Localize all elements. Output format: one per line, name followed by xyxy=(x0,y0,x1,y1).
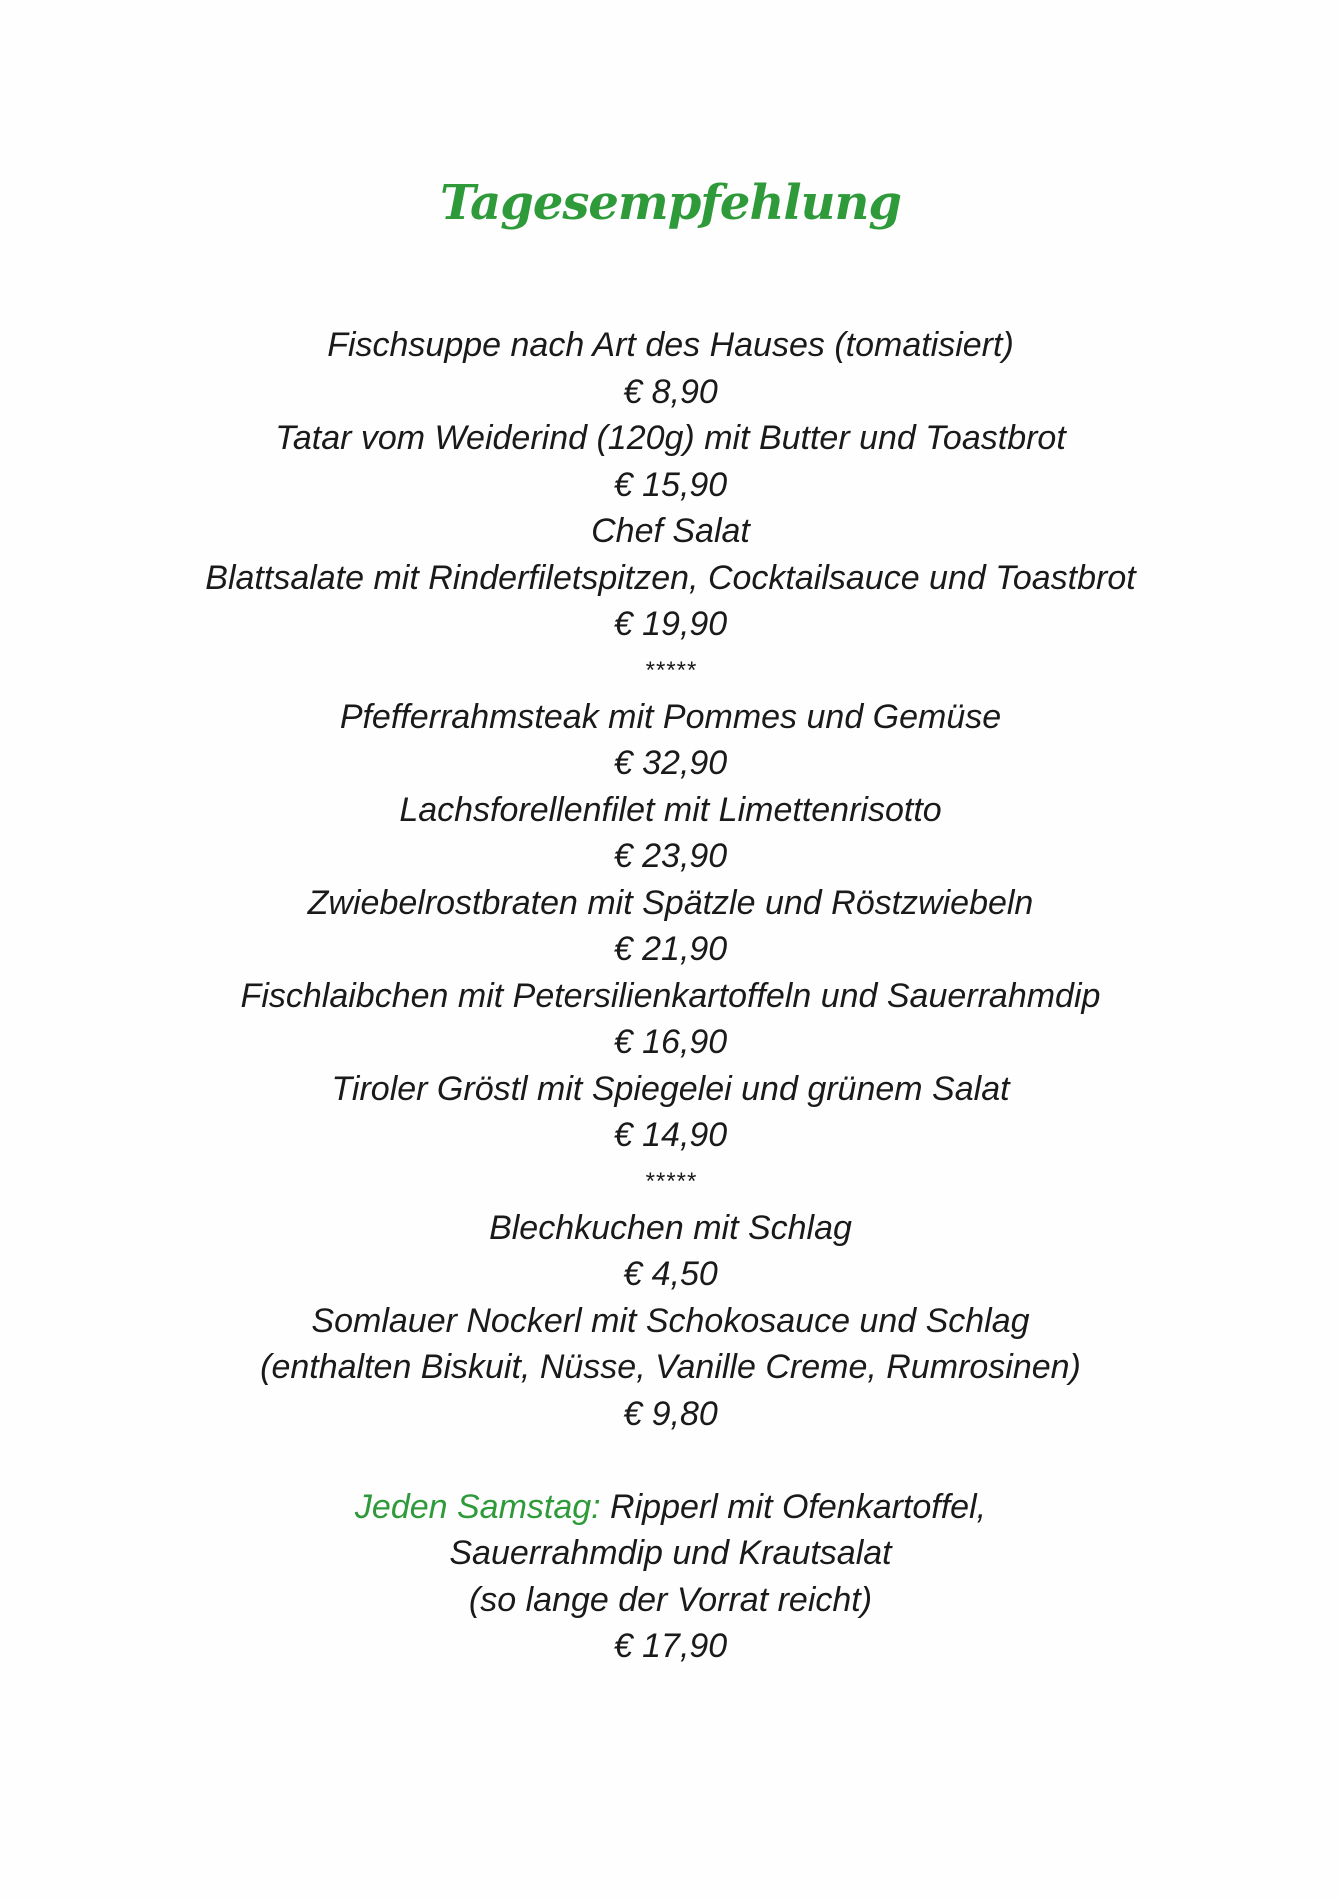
saturday-dish-continued: Sauerrahmdip und Krautsalat xyxy=(449,1534,892,1572)
saturday-dish: Ripperl mit Ofenkartoffel, xyxy=(600,1487,987,1526)
dish-chef-salat-description: Blattsalate mit Rinderfiletspitzen, Cocktailsauce und Toastbrot xyxy=(205,558,1136,597)
saturday-label: Jeden Samstag: xyxy=(354,1487,601,1526)
dish-tatar: Tatar vom Weiderind (120g) mit Butter und Toastbrot xyxy=(275,419,1066,457)
price-tatar: € 15,90 xyxy=(613,465,728,504)
price-somlauer-nockerl: € 9,80 xyxy=(623,1394,718,1433)
price-fischsuppe: € 8,90 xyxy=(623,372,718,411)
dish-lachsforellenfilet: Lachsforellenfilet mit Limettenrisotto xyxy=(399,790,942,829)
price-lachsforellenfilet: € 23,90 xyxy=(613,837,728,875)
price-zwiebelrostbraten: € 21,90 xyxy=(613,930,728,968)
section-separator: ***** xyxy=(644,1167,697,1195)
price-chef-salat: € 19,90 xyxy=(613,605,728,643)
section-separator: ***** xyxy=(644,656,697,684)
dish-pfefferrahmsteak: Pfefferrahmsteak mit Pommes und Gemüse xyxy=(339,697,1002,736)
menu-list xyxy=(0,322,1341,1670)
dish-zwiebelrostbraten: Zwiebelrostbraten mit Spätzle und Röstzwiebeln xyxy=(307,883,1034,922)
price-pfefferrahmsteak: € 32,90 xyxy=(613,744,728,782)
dish-chef-salat: Chef Salat xyxy=(591,512,750,550)
spacer xyxy=(0,1437,1341,1484)
saturday-note: (so lange der Vorrat reicht) xyxy=(468,1580,873,1619)
page-title: Tagesempfehlung xyxy=(440,175,901,231)
dish-tiroler-groestl: Tiroler Gröstl mit Spiegelei und grünem Salat xyxy=(331,1069,1010,1108)
dish-somlauer-nockerl-contents: (enthalten Biskuit, Nüsse, Vanille Creme, Rumrosinen) xyxy=(260,1348,1081,1386)
dish-blechkuchen: Blechkuchen mit Schlag xyxy=(489,1208,852,1247)
saturday-special-line xyxy=(0,1484,1341,1531)
saturday-price: € 17,90 xyxy=(613,1627,728,1665)
price-tiroler-groestl: € 14,90 xyxy=(613,1116,728,1154)
price-fischlaibchen: € 16,90 xyxy=(613,1023,728,1061)
dish-somlauer-nockerl: Somlauer Nockerl mit Schokosauce und Schlag xyxy=(311,1301,1030,1340)
dish-fischsuppe: Fischsuppe nach Art des Hauses (tomatisiert) xyxy=(327,326,1014,364)
dish-fischlaibchen: Fischlaibchen mit Petersilienkartoffeln und Sauerrahmdip xyxy=(240,976,1101,1015)
price-blechkuchen: € 4,50 xyxy=(623,1255,718,1293)
